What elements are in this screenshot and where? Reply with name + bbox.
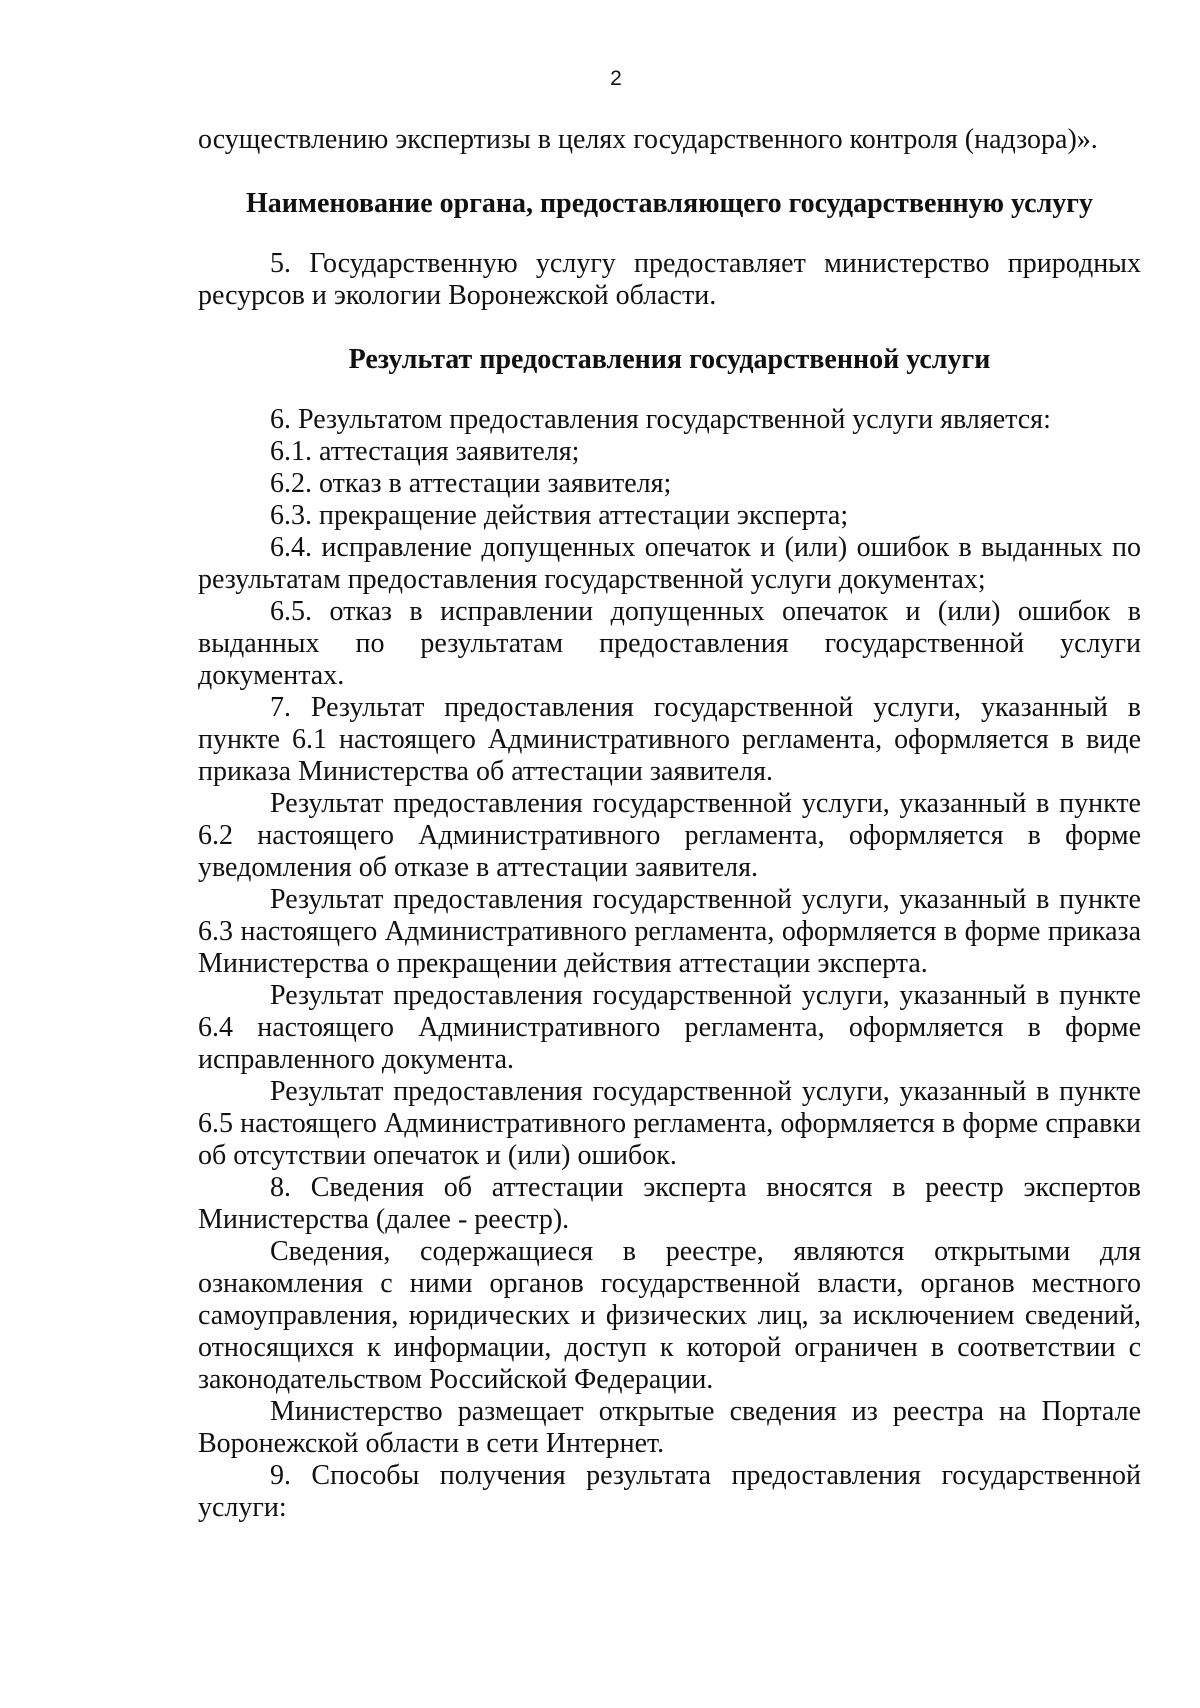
list-item-6-3: 6.3. прекращение действия аттестации эксперта; [270, 500, 849, 531]
section-heading-service-provider: Наименование органа, предоставляющего государственную услугу [245, 188, 1094, 219]
list-item-6-5: 6.5. отказ в исправлении допущенных опечаток и (или) ошибок в выданных по результатам предоставления государственной услуги документах. [198, 596, 1141, 691]
section-heading-service-result: Результат предоставления государственной услуги [348, 344, 991, 375]
paragraph-6: 6. Результатом предоставления государственной услуги является: [270, 404, 1051, 435]
list-item-6-4: 6.4. исправление допущенных опечаток и (или) ошибок в выданных по результатам предоставления государственной услуги документах; [198, 532, 1141, 595]
paragraph-8-registry-access: Сведения, содержащиеся в реестре, являются открытыми для ознакомления с ними органов государственной власти, органов местного самоуправления, юридических и физических лиц, за исключением сведений, относящихся к информации, доступ к которой ограничен в соответствии с законодательством Российской Федерации. [198, 1236, 1141, 1395]
paragraph-7-result-6-3: Результат предоставления государственной услуги, указанный в пункте 6.3 настоящего Административного регламента, оформляется в форме приказа Министерства о прекращении действия аттестации эксперта. [198, 884, 1141, 979]
list-item-6-1: 6.1. аттестация заявителя; [270, 436, 580, 467]
paragraph-continuation: осуществлению экспертизы в целях государственного контроля (надзора)». [198, 124, 1098, 155]
page-number: 2 [610, 67, 622, 90]
paragraph-7-result-6-5: Результат предоставления государственной услуги, указанный в пункте 6.5 настоящего Административного регламента, оформляется в форме справки об отсутствии опечаток и (или) ошибок. [198, 1076, 1141, 1171]
document-body [198, 124, 1141, 1524]
paragraph-7-result-6-4: Результат предоставления государственной услуги, указанный в пункте 6.4 настоящего Административного регламента, оформляется в форме исправленного документа. [198, 980, 1141, 1075]
paragraph-8: 8. Сведения об аттестации эксперта вносятся в реестр экспертов Министерства (далее - реестр). [198, 1172, 1141, 1235]
paragraph-9: 9. Способы получения результата предоставления государственной услуги: [198, 1460, 1141, 1523]
paragraph-8-portal: Министерство размещает открытые сведения из реестра на Портале Воронежской области в сети Интернет. [198, 1396, 1141, 1459]
list-item-6-2: 6.2. отказ в аттестации заявителя; [270, 468, 672, 499]
paragraph-5: 5. Государственную услугу предоставляет министерство природных ресурсов и экологии Воронежской области. [198, 248, 1141, 311]
paragraph-7: 7. Результат предоставления государственной услуги, указанный в пункте 6.1 настоящего Административного регламента, оформляется в виде приказа Министерства об аттестации заявителя. [198, 692, 1141, 787]
paragraph-7-result-6-2: Результат предоставления государственной услуги, указанный в пункте 6.2 настоящего Административного регламента, оформляется в форме уведомления об отказе в аттестации заявителя. [198, 788, 1141, 883]
